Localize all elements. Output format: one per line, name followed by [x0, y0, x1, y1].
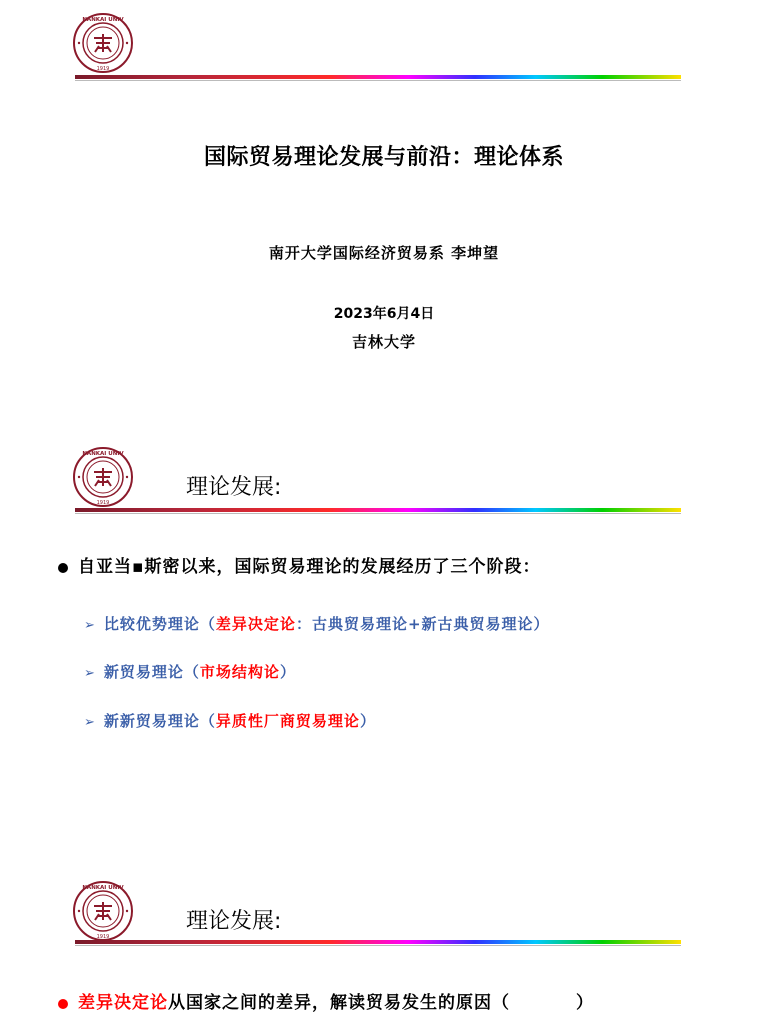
arrow-bullet-icon: ➢ — [84, 666, 96, 681]
deck-title: 国际贸易理论发展与前沿：理论体系 — [203, 145, 564, 170]
svg-text:NANKAI UNIV: NANKAI UNIV — [82, 451, 124, 457]
main-bullet-text: 自亚当▪斯密以来，国际贸易理论的发展经历了三个阶段： — [78, 557, 541, 577]
item-highlight: 差异决定论 — [215, 615, 296, 633]
slide-3 — [0, 860, 768, 1024]
bullet-highlight: 差异决定论 — [78, 993, 168, 1013]
list-item — [84, 661, 296, 682]
divider-shadow — [75, 513, 681, 514]
arrow-bullet-icon: ➢ — [84, 715, 96, 730]
bullet-end: ） — [576, 993, 594, 1013]
item-prefix: 新新贸易理论（ — [103, 712, 216, 730]
venue-line: 吉林大学 — [351, 333, 416, 351]
item-prefix: 新贸易理论（ — [103, 663, 200, 681]
nankai-logo-icon — [72, 12, 134, 74]
divider-shadow — [75, 80, 681, 81]
bullet-text: 从国家之间的差异，解读贸易发生的原因（ — [168, 993, 510, 1013]
item-suffix: ） — [279, 663, 296, 681]
svg-text:1919: 1919 — [96, 66, 110, 72]
list-item — [84, 710, 376, 731]
section-heading: 理论发展: — [186, 475, 282, 500]
main-bullet — [58, 552, 541, 577]
nankai-logo-icon — [72, 880, 134, 942]
item-prefix: 比较优势理论（ — [103, 615, 216, 633]
bullet-dot-icon — [58, 999, 68, 1009]
svg-text:1919: 1919 — [96, 500, 110, 506]
rainbow-divider — [75, 940, 681, 944]
date-line: 2023年6月4日 — [333, 306, 435, 322]
section-heading: 理论发展: — [186, 909, 282, 934]
slide-2 — [0, 430, 768, 860]
list-item — [84, 613, 550, 634]
rainbow-divider — [75, 508, 681, 512]
divider-shadow — [75, 945, 681, 946]
svg-text:NANKAI UNIV: NANKAI UNIV — [82, 17, 124, 23]
svg-text:NANKAI UNIV: NANKAI UNIV — [82, 885, 124, 891]
item-highlight: 市场结构论 — [199, 663, 280, 681]
svg-text:1919: 1919 — [96, 934, 110, 940]
main-bullet — [58, 988, 594, 1013]
nankai-logo-icon — [72, 446, 134, 508]
item-highlight: 异质性厂商贸易理论 — [215, 712, 360, 730]
arrow-bullet-icon: ➢ — [84, 618, 96, 633]
slide-1 — [0, 0, 768, 430]
author-line: 南开大学国际经济贸易系 李坤望 — [268, 244, 500, 262]
item-suffix: ：古典贸易理论+新古典贸易理论） — [295, 615, 550, 633]
item-suffix: ） — [359, 712, 376, 730]
bullet-dot-icon — [58, 563, 68, 573]
rainbow-divider — [75, 75, 681, 79]
